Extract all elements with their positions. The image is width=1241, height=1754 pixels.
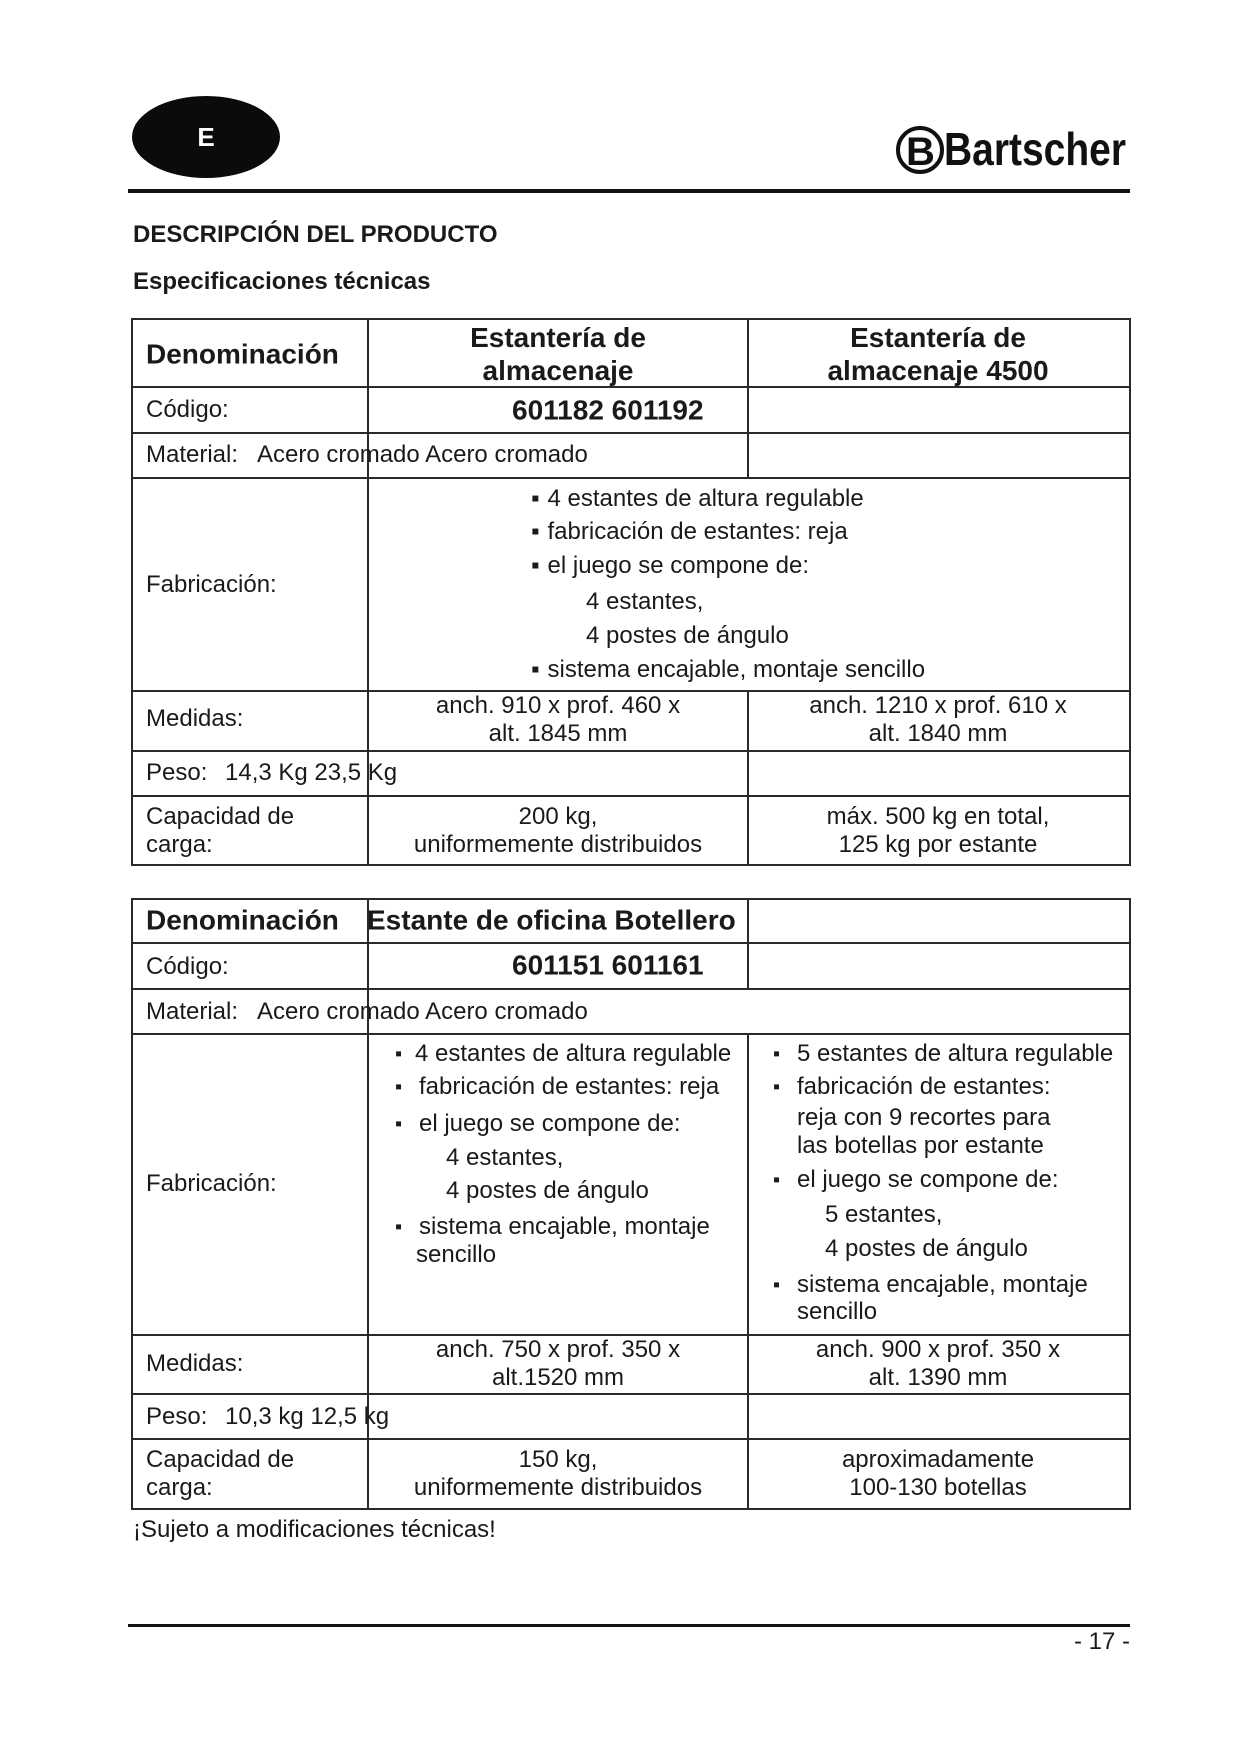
t1-rule — [131, 432, 1131, 434]
t1-medidas-value: anch. 910 x prof. 460 x — [435, 692, 681, 719]
t1-header-label: Denominación — [146, 338, 339, 370]
list-item-continuation: sencillo — [797, 1298, 878, 1325]
list-item: ▪ 4 estantes de altura regulable — [531, 485, 864, 513]
t1-rule — [131, 795, 1131, 797]
list-item-continuation: las botellas por estante — [797, 1132, 1044, 1159]
t1-peso-value: 14,3 Kg 23,5 Kg — [225, 759, 398, 786]
t1-rule — [131, 750, 1131, 752]
t1-border-right — [1129, 318, 1131, 866]
t2-peso-value: 10,3 kg 12,5 kg — [225, 1403, 390, 1430]
t1-column-divider — [747, 318, 749, 479]
t2-codigo-label: Código: — [146, 953, 229, 980]
t1-column-divider — [747, 690, 749, 866]
t1-col2-title: Estantería de — [850, 322, 1026, 353]
t2-capacidad-value: 100-130 botellas — [849, 1474, 1027, 1501]
t1-material-label: Material: — [146, 441, 239, 468]
list-item: ▪ el juego se compone de: — [395, 1110, 681, 1137]
t1-capacidad-value: 125 kg por estante — [838, 831, 1038, 858]
t2-medidas-value: alt. 1390 mm — [868, 1364, 1008, 1391]
list-item: ▪ el juego se compone de: — [773, 1166, 1059, 1193]
section-title: DESCRIPCIÓN DEL PRODUCTO — [133, 221, 498, 248]
t1-medidas-value: alt. 1845 mm — [488, 720, 628, 747]
t2-header-label: Denominación — [146, 904, 339, 936]
t1-capacidad-label: carga: — [146, 831, 213, 858]
t2-border-left — [131, 898, 133, 1510]
t2-border-right — [1129, 898, 1131, 1510]
t1-capacidad-label: Capacidad de — [146, 803, 295, 830]
t2-rule-top — [131, 898, 1131, 900]
list-subitem: 4 estantes, — [586, 588, 704, 615]
list-subitem: 4 estantes, — [446, 1144, 564, 1171]
t1-codigo-label: Código: — [146, 396, 229, 423]
t2-material-label: Material: — [146, 998, 239, 1025]
t2-peso-label: Peso: — [146, 1403, 208, 1430]
t1-col2-title: almacenaje 4500 — [827, 355, 1049, 386]
t1-medidas-label: Medidas: — [146, 705, 244, 732]
t2-column-divider — [747, 1033, 749, 1510]
page-number: - 17 - — [1073, 1628, 1130, 1655]
t2-fabricacion-label: Fabricación: — [146, 1170, 277, 1197]
t2-rule — [131, 1393, 1131, 1395]
list-item-continuation: sencillo — [416, 1241, 497, 1268]
t2-rule — [131, 1438, 1131, 1440]
t1-material-value: Acero cromado Acero cromado — [257, 441, 588, 468]
t1-medidas-value: alt. 1840 mm — [868, 720, 1008, 747]
t2-rule — [131, 942, 1131, 944]
t2-capacidad-label: carga: — [146, 1474, 213, 1501]
t1-fabricacion-label: Fabricación: — [146, 571, 277, 598]
bartscher-logo — [892, 108, 1132, 188]
t2-capacidad-value: aproximadamente — [841, 1446, 1035, 1473]
list-item: ▪ sistema encajable, montaje — [395, 1213, 710, 1240]
t2-rule-bottom — [131, 1508, 1131, 1510]
list-item: ▪ 4 estantes de altura regulable — [395, 1040, 732, 1067]
list-item: ▪ el juego se compone de: — [531, 552, 809, 580]
t2-material-value: Acero cromado Acero cromado — [257, 998, 588, 1025]
t1-capacidad-value: 200 kg, — [518, 803, 598, 830]
t2-medidas-value: anch. 750 x prof. 350 x — [435, 1336, 681, 1363]
language-badge-label: E — [197, 121, 215, 152]
t2-medidas-value: anch. 900 x prof. 350 x — [815, 1336, 1061, 1363]
t1-peso-label: Peso: — [146, 759, 208, 786]
t2-rule — [131, 1033, 1131, 1035]
list-subitem: 4 postes de ángulo — [446, 1177, 649, 1204]
list-item: ▪ sistema encajable, montaje sencillo — [531, 656, 925, 684]
t1-codigo-value: 601182 601192 — [512, 394, 704, 426]
t1-capacidad-value: máx. 500 kg en total, — [826, 803, 1050, 830]
t1-col1-title: almacenaje — [482, 355, 634, 386]
t2-header-values: Estante de oficina Botellero — [367, 904, 736, 936]
disclaimer-note: ¡Sujeto a modificaciones técnicas! — [133, 1516, 496, 1543]
t2-capacidad-label: Capacidad de — [146, 1446, 295, 1473]
t2-medidas-value: alt.1520 mm — [491, 1364, 625, 1391]
list-subitem: 5 estantes, — [825, 1201, 943, 1228]
t1-capacidad-value: uniformemente distribuidos — [413, 831, 703, 858]
list-item: ▪ sistema encajable, montaje — [773, 1271, 1088, 1298]
t2-column-divider — [747, 898, 749, 989]
list-item: ▪ fabricación de estantes: reja — [531, 518, 848, 546]
footer-divider — [128, 1624, 1130, 1627]
t1-rule — [131, 477, 1131, 479]
list-item: ▪ 5 estantes de altura regulable — [773, 1040, 1114, 1067]
t2-capacidad-value: 150 kg, — [518, 1446, 598, 1473]
header-divider — [128, 189, 1130, 193]
t1-border-left — [131, 318, 133, 866]
list-item: ▪ fabricación de estantes: reja — [395, 1073, 720, 1100]
t1-rule-bottom — [131, 864, 1131, 866]
t2-codigo-value: 601151 601161 — [512, 949, 704, 981]
t1-medidas-value: anch. 1210 x prof. 610 x — [809, 692, 1067, 719]
t2-capacidad-value: uniformemente distribuidos — [413, 1474, 703, 1501]
language-badge — [132, 96, 280, 178]
list-subitem: 4 postes de ángulo — [586, 622, 789, 649]
t1-rule-top — [131, 318, 1131, 320]
brand-name: Bartscher — [944, 123, 1127, 175]
list-item-continuation: reja con 9 recortes para — [797, 1104, 1051, 1131]
svg-text:B: B — [906, 130, 935, 174]
t1-col1-title: Estantería de — [470, 322, 646, 353]
list-item: ▪ fabricación de estantes: — [773, 1073, 1051, 1100]
t2-medidas-label: Medidas: — [146, 1350, 244, 1377]
section-subtitle: Especificaciones técnicas — [133, 268, 431, 295]
list-subitem: 4 postes de ángulo — [825, 1235, 1028, 1262]
t2-rule — [131, 988, 1131, 990]
